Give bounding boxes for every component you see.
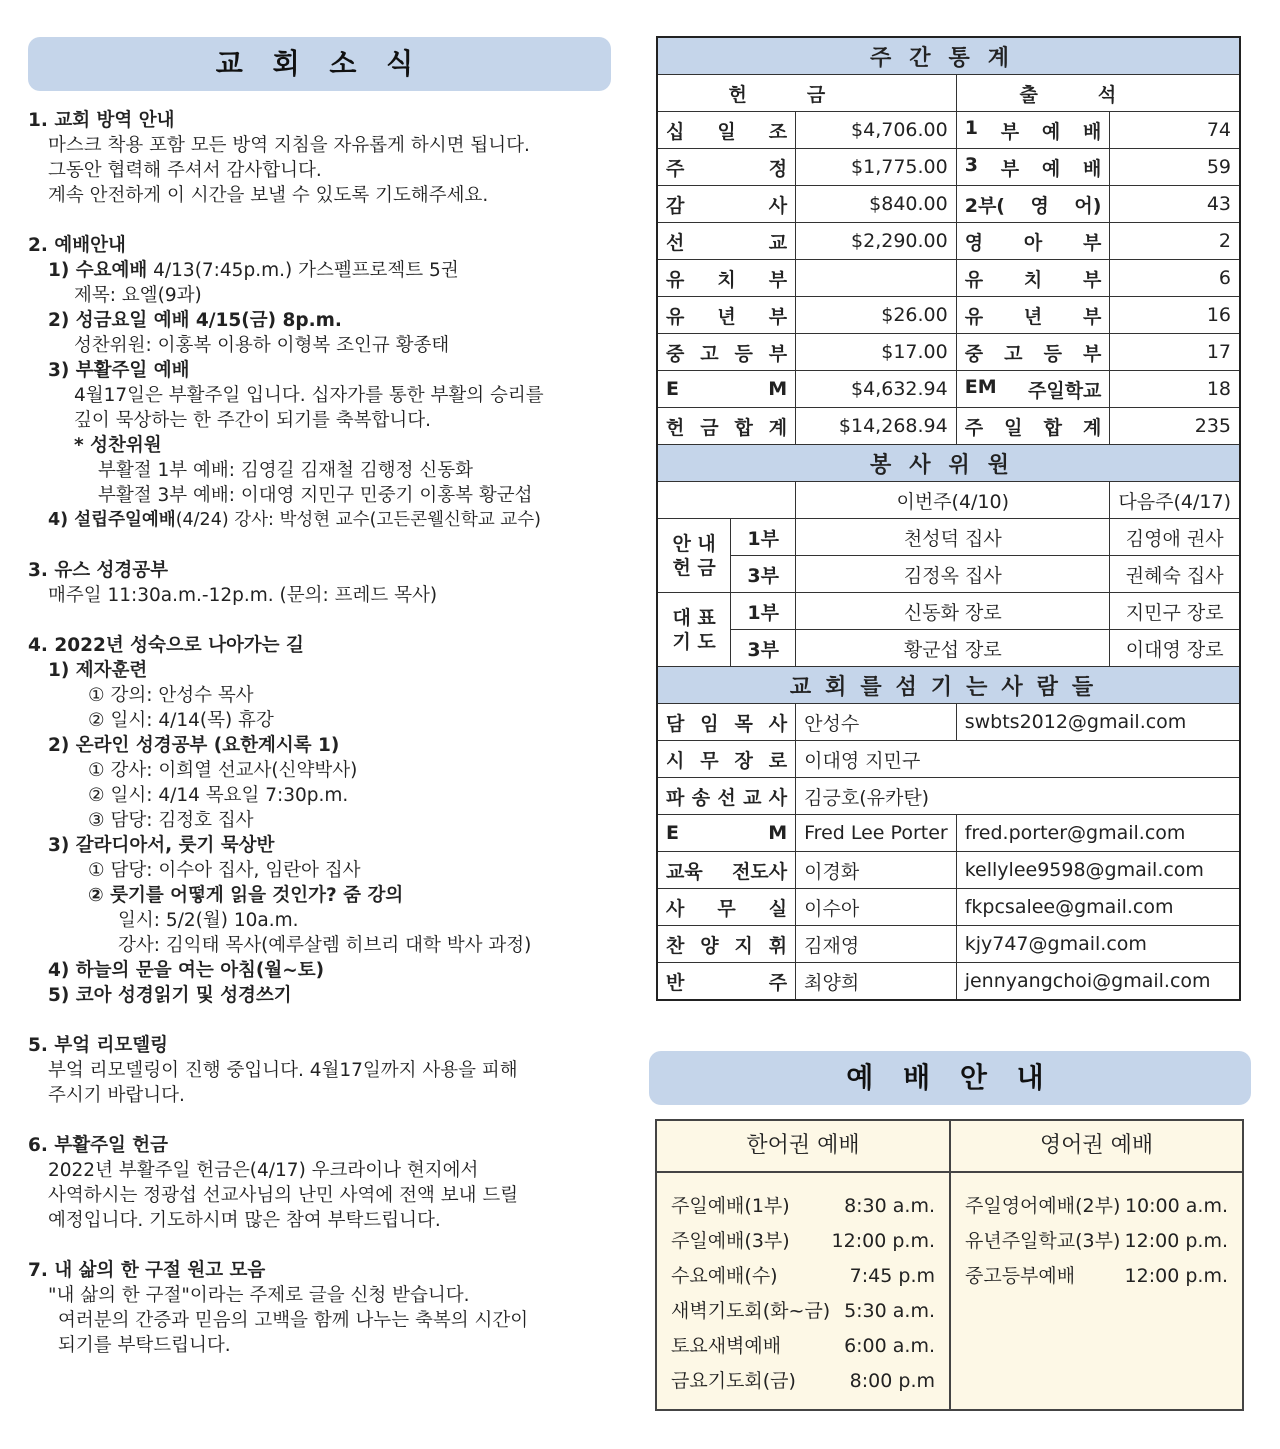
next-week-header: 다음주(4/17) <box>1110 482 1240 519</box>
staff-role <box>657 963 796 1001</box>
worship-name: 주일영어예배(2부) <box>965 1195 1121 1217</box>
label-char: 조 <box>768 120 788 143</box>
label-char: 년 <box>717 305 736 328</box>
label-char: 2부( <box>964 194 1005 217</box>
staff-name: 이대영 지민구 <box>796 741 1240 778</box>
offering-label <box>657 297 796 334</box>
offering-value: $17.00 <box>796 334 957 371</box>
label-line: 기 도 <box>672 630 716 653</box>
label-char: 무 <box>717 897 736 920</box>
text-line: 성찬위원: 이홍복 이용하 이형복 조인규 황종태 <box>74 335 450 356</box>
label-char: 배 <box>1083 157 1102 180</box>
spaced-label <box>965 154 1102 181</box>
text-line: 부활절 3부 예배: 이대영 지민구 민중기 이홍복 황군섭 <box>98 485 533 506</box>
spaced-label <box>965 228 1102 255</box>
staff-role <box>657 741 796 778</box>
text-line: 일시: 5/2(월) 10a.m. <box>118 910 299 931</box>
label-char: EM <box>964 375 997 398</box>
label-char: 로 <box>768 749 788 772</box>
spaced-label <box>666 746 787 773</box>
korean-worship-list <box>657 1173 949 1399</box>
section-title: 1. 교회 방역 안내 <box>28 110 175 131</box>
label-char: 주 <box>666 157 685 180</box>
section-title: 4. 2022년 성숙으로 나아가는 길 <box>28 635 304 656</box>
attendance-header: 출석 <box>956 75 1240 112</box>
item-label: 4) 설립주일예배 <box>48 510 176 530</box>
label-char: E <box>666 378 679 400</box>
staff-row <box>657 778 1240 815</box>
staff-email: kellylee9598@gmail.com <box>956 852 1240 889</box>
offering-value: $14,268.94 <box>796 408 957 445</box>
prayer-label <box>657 593 731 667</box>
text-line: 제목: 요엘(9과) <box>74 285 202 306</box>
spaced-label <box>965 191 1102 218</box>
attendance-label <box>956 223 1110 260</box>
label-char: 부 <box>1083 305 1102 328</box>
label-char: 치 <box>717 268 736 291</box>
attendance-value: 43 <box>1110 186 1240 223</box>
staff-name: 최양희 <box>796 963 957 1001</box>
label-char: 정 <box>768 157 788 180</box>
offering-header: 헌금 <box>657 75 956 112</box>
worship-name: 토요새벽예배 <box>671 1335 782 1357</box>
label-char: 영 <box>1030 194 1049 217</box>
worship-name: 수요예배(수) <box>671 1265 778 1287</box>
text-line: 강사: 김익태 목사(예루살렘 히브리 대학 박사 과정) <box>118 935 532 956</box>
this-week-header: 이번주(4/10) <box>796 482 1110 519</box>
text-line: ② 일시: 4/14 목요일 7:30p.m. <box>88 785 349 806</box>
label-char: 사 <box>768 712 788 735</box>
text-line: 4월17일은 부활주일 입니다. 십자가를 통한 부활의 승리를 <box>74 385 544 406</box>
offering-label <box>657 260 796 297</box>
label-char: 부 <box>768 342 788 365</box>
worship-item <box>951 1189 1242 1224</box>
item-text: 4/13(7:45p.m.) 가스펠프로젝트 5권 <box>147 260 459 281</box>
service-part: 3부 <box>731 630 796 667</box>
spaced-label <box>666 709 787 736</box>
item-line <box>28 258 628 283</box>
worship-item <box>657 1364 949 1399</box>
label-char: 년 <box>1023 305 1043 328</box>
label-char: 사 <box>768 786 788 809</box>
item-label: 2) 성금요일 예배 4/15(금) 8p.m. <box>48 310 342 331</box>
item-line <box>28 508 628 533</box>
offering-label <box>657 186 796 223</box>
label-char: 반 <box>666 971 685 994</box>
spaced-label <box>666 265 787 292</box>
spaced-label <box>965 302 1102 329</box>
service-part: 1부 <box>731 593 796 630</box>
text-line: 2022년 부활주일 헌금은(4/17) 우크라이나 현지에서 <box>48 1160 479 1181</box>
service-next-week: 권혜숙 집사 <box>1110 556 1240 593</box>
usher-offering-label <box>657 519 731 593</box>
staff-email: fkpcsalee@gmail.com <box>956 889 1240 926</box>
worship-time: 8:00 p.m <box>849 1370 935 1392</box>
attendance-value: 16 <box>1110 297 1240 334</box>
spaced-label <box>965 265 1102 292</box>
spaced-label <box>965 376 1102 403</box>
label-char: 합 <box>734 416 753 439</box>
label-char: 선 <box>666 231 685 254</box>
spaced-label <box>666 931 787 958</box>
worship-time: 8:30 a.m. <box>844 1195 935 1217</box>
staff-role <box>657 926 796 963</box>
spaced-label <box>666 378 787 400</box>
worship-name: 중고등부예배 <box>965 1265 1076 1287</box>
text-line: ② 룻기를 어떻게 읽을 것인가? 줌 강의 <box>88 885 404 906</box>
label-char: E <box>666 822 679 844</box>
spaced-label <box>666 339 787 366</box>
text-line: 계속 안전하게 이 시간을 보낼 수 있도록 기도해주세요. <box>48 185 489 206</box>
label-line: 안 내 <box>672 532 716 555</box>
text-line: 매주일 11:30a.m.-12p.m. (문의: 프레드 목사) <box>48 585 438 606</box>
service-this-week: 황군섭 장로 <box>796 630 1110 667</box>
staff-name: 안성수 <box>796 704 957 741</box>
label-char: 배 <box>1083 120 1102 143</box>
english-worship-header: 영어권 예배 <box>951 1121 1242 1173</box>
offering-label <box>657 334 796 371</box>
label-char: 일 <box>717 120 736 143</box>
label-char: 합 <box>1043 416 1062 439</box>
spaced-label <box>965 339 1102 366</box>
label-char: 유 <box>666 268 685 291</box>
worship-name: 주일예배(1부) <box>671 1195 790 1217</box>
label-line: 헌 금 <box>672 556 716 579</box>
service-part: 1부 <box>731 519 796 556</box>
text-line: 부활절 1부 예배: 김영길 김재철 김행정 신동화 <box>98 460 473 481</box>
label-char: 찬 <box>666 934 685 957</box>
service-this-week: 천성덕 집사 <box>796 519 1110 556</box>
text-line: ② 일시: 4/14(목) 휴강 <box>88 710 274 731</box>
worship-item <box>657 1294 949 1329</box>
staff-email: jennyangchoi@gmail.com <box>956 963 1240 1001</box>
label-char: 십 <box>666 120 685 143</box>
label-char: 고 <box>1004 342 1023 365</box>
worship-item <box>657 1259 949 1294</box>
attendance-value: 17 <box>1110 334 1240 371</box>
english-worship-list <box>951 1173 1242 1294</box>
staff-name: Fred Lee Porter <box>796 815 957 852</box>
offering-value: $4,632.94 <box>796 371 957 408</box>
label-char: 교 <box>743 786 762 809</box>
label-char: 담 <box>666 712 685 735</box>
label-char: 시 <box>666 749 685 772</box>
label-char: 무 <box>700 749 719 772</box>
label-char: 예 <box>1041 120 1061 143</box>
label-char: 휘 <box>768 934 788 957</box>
text-line: 사역하시는 정광섭 선교사님의 난민 사역에 전액 보내 드릴 <box>48 1185 519 1206</box>
staff-role <box>657 852 796 889</box>
spaced-label <box>666 783 787 810</box>
attendance-value: 6 <box>1110 260 1240 297</box>
item-label: 3) 부활주일 예배 <box>48 360 190 381</box>
label-char: M <box>768 378 788 400</box>
attendance-label <box>956 297 1110 334</box>
label-char: 주 <box>768 971 788 994</box>
staff-role <box>657 704 796 741</box>
text-line: 되기를 부탁드립니다. <box>58 1335 231 1356</box>
text-line: "내 삶의 한 구절"이라는 주제로 글을 신청 받습니다. <box>48 1285 470 1306</box>
text-line: 여러분의 간증과 믿음의 고백을 함께 나누는 축복의 시간이 <box>58 1310 529 1331</box>
worship-item <box>657 1189 949 1224</box>
offering-value: $1,775.00 <box>796 149 957 186</box>
offering-label <box>657 371 796 408</box>
spaced-label <box>666 117 787 144</box>
worship-item <box>657 1224 949 1259</box>
attendance-value: 59 <box>1110 149 1240 186</box>
text-line: ① 강사: 이희열 선교사(신약박사) <box>88 760 358 781</box>
worship-name: 주일예배(3부) <box>671 1230 790 1252</box>
attendance-label <box>956 112 1110 149</box>
staff-row <box>657 889 1240 926</box>
label-char: 파 <box>666 786 685 809</box>
label-char: 치 <box>1023 268 1043 291</box>
label-line: 대 표 <box>672 606 716 629</box>
service-part: 3부 <box>731 556 796 593</box>
label-char: 금 <box>700 416 719 439</box>
staff-role <box>657 889 796 926</box>
staff-row <box>657 704 1240 741</box>
weekly-stats-table <box>656 36 1241 1001</box>
attendance-label <box>956 371 1110 408</box>
weekly-stats-title: 주간통계 <box>657 37 1240 75</box>
staff-name: 김재영 <box>796 926 957 963</box>
blank-cell <box>657 482 796 519</box>
spaced-label <box>666 413 787 440</box>
text-line: 주시기 바랍니다. <box>48 1085 185 1106</box>
staff-row <box>657 926 1240 963</box>
attendance-value: 2 <box>1110 223 1240 260</box>
offering-label <box>657 408 796 445</box>
attendance-label <box>956 408 1110 445</box>
worship-time: 12:00 p.m. <box>831 1230 935 1252</box>
stats-row <box>657 371 1240 408</box>
news-title-banner <box>28 37 611 91</box>
label-char: 1 <box>964 116 978 139</box>
text-line: 깊이 묵상하는 한 주간이 되기를 축복합니다. <box>74 410 431 431</box>
staff-name: 김긍호(유카탄) <box>796 778 1240 815</box>
staff-role <box>657 815 796 852</box>
stats-row <box>657 223 1240 260</box>
label-char: 어) <box>1074 194 1102 217</box>
offering-value <box>796 260 957 297</box>
text-line: 부엌 리모델링이 진행 중입니다. 4월17일까지 사용을 피해 <box>48 1060 518 1081</box>
spaced-label <box>666 822 787 844</box>
spaced-label <box>666 228 787 255</box>
spaced-label <box>666 302 787 329</box>
worship-title-banner <box>649 1051 1251 1105</box>
service-this-week: 김정옥 집사 <box>796 556 1110 593</box>
service-title: 봉사위원 <box>657 445 1240 482</box>
label-char: 양 <box>700 934 719 957</box>
text-line: ③ 담당: 김정호 집사 <box>88 810 254 831</box>
staff-row <box>657 852 1240 889</box>
worship-time: 12:00 p.m. <box>1124 1230 1228 1252</box>
offering-value: $2,290.00 <box>796 223 957 260</box>
text-line: 마스크 착용 포함 모든 방역 지침을 자유롭게 하시면 됩니다. <box>48 135 530 156</box>
spaced-label <box>965 117 1102 144</box>
label-char: 유 <box>964 305 984 328</box>
label-char: 교육 <box>666 860 703 883</box>
worship-name: 유년주일학교(3부) <box>965 1230 1121 1252</box>
attendance-value: 74 <box>1110 112 1240 149</box>
worship-item <box>657 1329 949 1364</box>
stats-row <box>657 112 1240 149</box>
spaced-label <box>666 968 787 995</box>
stats-row <box>657 297 1240 334</box>
label-char: 예 <box>1041 157 1061 180</box>
label-char: 등 <box>1043 342 1062 365</box>
label-char: 계 <box>768 416 788 439</box>
label-char: M <box>768 822 788 844</box>
label-char: 전도사 <box>732 860 788 883</box>
offering-value: $26.00 <box>796 297 957 334</box>
text-line: 그동안 협력해 주셔서 감사합니다. <box>48 160 322 181</box>
service-next-week: 이대영 장로 <box>1110 630 1240 667</box>
label-char: 부 <box>768 305 788 328</box>
attendance-value: 235 <box>1110 408 1240 445</box>
label-char: 장 <box>734 749 753 772</box>
label-char: 부 <box>1000 157 1020 180</box>
item-label: 5) 코아 성경읽기 및 성경쓰기 <box>48 985 292 1006</box>
stats-row <box>657 334 1240 371</box>
stats-row <box>657 149 1240 186</box>
stats-row <box>657 408 1240 445</box>
label-char: 유 <box>964 268 984 291</box>
worship-time: 5:30 a.m. <box>844 1300 935 1322</box>
label-char: 주 <box>964 416 984 439</box>
label-char: 지 <box>734 934 753 957</box>
worship-time: 12:00 p.m. <box>1124 1265 1228 1287</box>
worship-name: 새벽기도회(화~금) <box>671 1300 831 1322</box>
label-char: 중 <box>666 342 685 365</box>
attendance-value: 18 <box>1110 371 1240 408</box>
staff-row <box>657 741 1240 778</box>
item-label: 1) 제자훈련 <box>48 660 148 681</box>
offering-label <box>657 112 796 149</box>
item-text: (4/24) 강사: 박성현 교수(고든콘웰신학교 교수) <box>175 510 541 530</box>
text-line: 예정입니다. 기도하시며 많은 참여 부탁드립니다. <box>48 1210 441 1231</box>
service-this-week: 신동화 장로 <box>796 593 1110 630</box>
text-line: ① 강의: 안성수 목사 <box>88 685 254 706</box>
label-char: 일 <box>1004 416 1023 439</box>
worship-item <box>951 1259 1242 1294</box>
worship-title: 예 배 안 내 <box>846 1061 1054 1094</box>
label-char: 목 <box>734 712 753 735</box>
item-label: 4) 하늘의 문을 여는 아침(월~토) <box>48 960 325 981</box>
label-char: 영 <box>964 231 984 254</box>
offering-value: $840.00 <box>796 186 957 223</box>
section-title: 5. 부엌 리모델링 <box>28 1035 169 1056</box>
label-char: 사 <box>768 194 788 217</box>
staff-row <box>657 963 1240 1001</box>
staff-name: 이경화 <box>796 852 957 889</box>
attendance-label <box>956 186 1110 223</box>
label-char: 부 <box>768 268 788 291</box>
worship-item <box>951 1224 1242 1259</box>
label-char: 고 <box>700 342 719 365</box>
worship-schedule <box>655 1119 1244 1411</box>
item-label: 1) 수요예배 <box>48 260 148 281</box>
offering-label <box>657 149 796 186</box>
label-char: 실 <box>768 897 788 920</box>
staff-email: kjy747@gmail.com <box>956 926 1240 963</box>
label-char: 헌 <box>666 416 685 439</box>
service-next-week: 김영애 권사 <box>1110 519 1240 556</box>
label-char: 3 <box>964 153 978 176</box>
offering-label <box>657 223 796 260</box>
worship-time: 7:45 p.m <box>849 1265 935 1287</box>
label-char: 계 <box>1083 416 1102 439</box>
item-label: 3) 갈라디아서, 룻기 묵상반 <box>48 835 275 856</box>
label-char: 선 <box>717 786 736 809</box>
spaced-label <box>666 191 787 218</box>
label-char: 감 <box>666 194 685 217</box>
attendance-label <box>956 334 1110 371</box>
staff-email: fred.porter@gmail.com <box>956 815 1240 852</box>
worship-time: 10:00 a.m. <box>1124 1195 1228 1217</box>
spaced-label <box>666 894 787 921</box>
spaced-label <box>965 413 1102 440</box>
worship-time: 6:00 a.m. <box>844 1335 935 1357</box>
staff-row <box>657 815 1240 852</box>
staff-email: swbts2012@gmail.com <box>956 704 1240 741</box>
staff-role <box>657 778 796 815</box>
service-next-week: 지민구 장로 <box>1110 593 1240 630</box>
english-worship-column <box>951 1121 1242 1409</box>
section-title: 2. 예배안내 <box>28 235 126 256</box>
label-char: 중 <box>964 342 984 365</box>
section-title: 3. 유스 성경공부 <box>28 560 169 581</box>
news-title: 교 회 소 식 <box>215 47 424 80</box>
label-char: 임 <box>700 712 719 735</box>
church-news <box>28 108 628 1358</box>
label-char: 등 <box>734 342 753 365</box>
label-char: 교 <box>768 231 788 254</box>
staff-name: 이수아 <box>796 889 957 926</box>
korean-worship-header: 한어권 예배 <box>657 1121 949 1173</box>
stats-row <box>657 260 1240 297</box>
label-char: 부 <box>1083 342 1102 365</box>
spaced-label <box>666 857 787 884</box>
label-char: 부 <box>1000 120 1020 143</box>
worship-name: 금요기도회(금) <box>671 1370 796 1392</box>
label-char: 유 <box>666 305 685 328</box>
section-title: 6. 부활주일 헌금 <box>28 1135 169 1156</box>
label-char: 송 <box>691 786 711 809</box>
label-char: 아 <box>1023 231 1043 254</box>
label-char: 주일학교 <box>1027 379 1102 402</box>
section-title: 7. 내 삶의 한 구절 원고 모음 <box>28 1260 266 1281</box>
label-char: 사 <box>666 897 685 920</box>
offering-value: $4,706.00 <box>796 112 957 149</box>
stats-row <box>657 186 1240 223</box>
label-char: 부 <box>1083 231 1102 254</box>
item-label: 2) 온라인 성경공부 (요한계시록 1) <box>48 735 340 756</box>
staff-title: 교회를섬기는사람들 <box>657 667 1240 704</box>
korean-worship-column <box>657 1121 951 1409</box>
text-line: ① 담당: 이수아 집사, 임란아 집사 <box>88 860 361 881</box>
attendance-label <box>956 149 1110 186</box>
spaced-label <box>666 154 787 181</box>
label-char: 부 <box>1083 268 1102 291</box>
sub-heading: * 성찬위원 <box>74 435 162 456</box>
attendance-label <box>956 260 1110 297</box>
